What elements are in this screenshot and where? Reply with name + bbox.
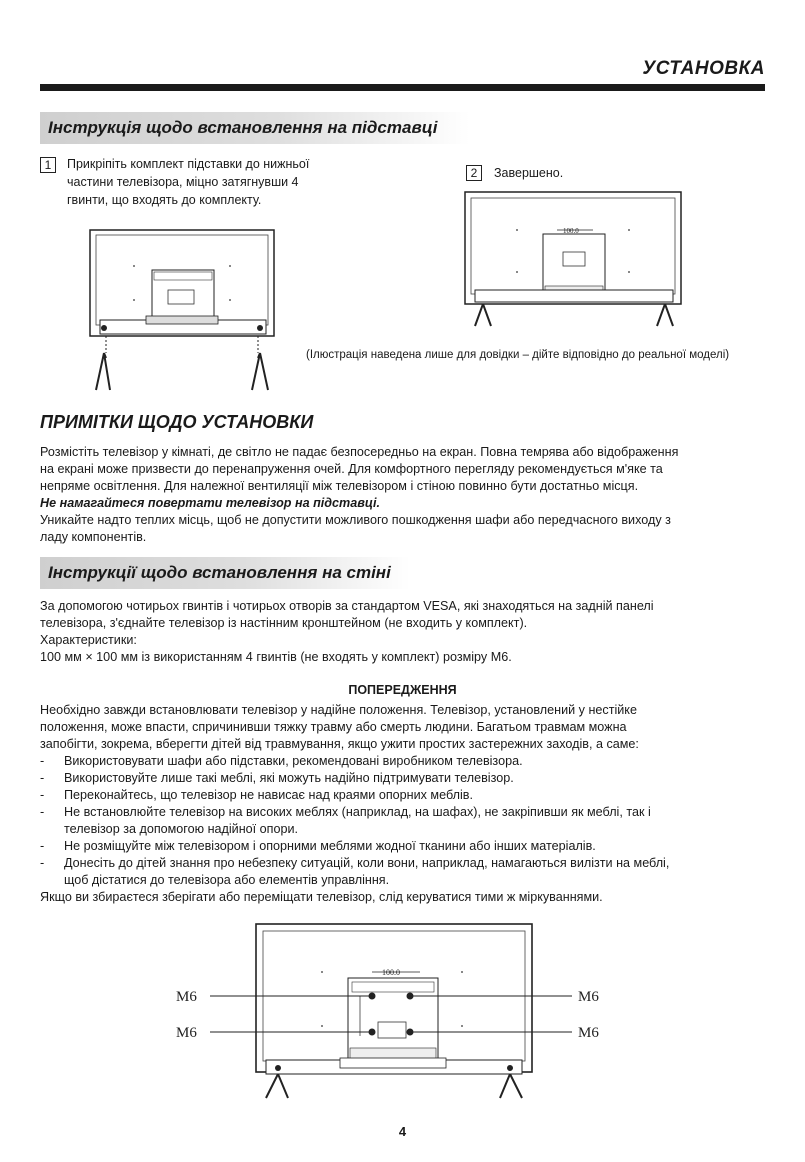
- step-2-text: Завершено.: [494, 166, 564, 180]
- list-item: [40, 804, 765, 838]
- wall-line: Характеристики:: [40, 633, 137, 647]
- list-item-line: щоб дістатися до телевізора або елементів управління.: [64, 873, 390, 887]
- warning-line: положення, може впасти, спричинивши тяжку травму або смерть людини. Багатьом травмам можна: [40, 720, 627, 734]
- notes-line: на екрані може призвести до перенапруження очей. Для комфортного перегляду рекомендується м'яке та: [40, 462, 663, 476]
- notes-paragraph: [40, 444, 765, 546]
- warning-line: запобігти, зокрема, вберегти дітей від травмування, якщо ужити простих застережних заходів, а саме:: [40, 737, 639, 751]
- vesa-mount-diagram: [170, 922, 640, 1102]
- list-item-line: - Використовувати шафи або підставки, рекомендовані виробником телевізора.: [64, 754, 523, 768]
- wall-line: За допомогою чотирьох гвинтів і чотирьох отворів за стандартом VESA, які знаходяться на задній панелі: [40, 599, 654, 613]
- list-item: [40, 787, 765, 804]
- dim-label-horizontal: 100.0: [563, 227, 579, 235]
- page-title: УСТАНОВКА: [642, 58, 765, 79]
- step-1-text: [67, 155, 357, 209]
- stand-section-heading: [40, 112, 470, 144]
- step-2-number: 2: [466, 165, 482, 181]
- tv-stand-assembly-illustration: [88, 228, 278, 398]
- notes-line: непряме освітлення. Для належної вентиляції між телевізором і стіною повинно бути достатньо місця.: [40, 479, 639, 493]
- wall-line: телевізора, з'єднайте телевізор із настінним кронштейном (не входить у комплект).: [40, 616, 528, 630]
- warning-line: Необхідно завжди встановлювати телевізор у надійне положення. Телевізор, установлений у нестійке: [40, 703, 637, 717]
- list-item: [40, 770, 765, 787]
- step-1-line: Прикріпіть комплект підставки до нижньої: [67, 157, 310, 171]
- step-1-line: частини телевізора, міцно затягнувши 4: [67, 175, 299, 189]
- step-1-line: гвинти, що входять до комплекту.: [67, 193, 262, 207]
- wall-line: 100 мм × 100 мм із використанням 4 гвинтів (не входять у комплект) розміру М6.: [40, 650, 512, 664]
- page-number: 4: [398, 1124, 407, 1139]
- wall-section-title: Інструкції щодо встановлення на стіні: [48, 563, 391, 582]
- notes-line: Розмістіть телевізор у кімнаті, де світло не падає безпосередньо на екран. Повна темрява або відображення: [40, 445, 679, 459]
- notes-line: ладу компонентів.: [40, 530, 147, 544]
- list-item: [40, 855, 765, 889]
- warning-paragraph: [40, 702, 765, 753]
- list-item: [40, 838, 765, 855]
- warning-closing: Якщо ви збираєтеся зберігати або переміщати телевізор, слід керуватися тими ж міркуваннями.: [40, 890, 603, 904]
- screw-label-bottom-left: M6: [176, 1025, 197, 1041]
- list-item-line: - Переконайтесь, що телевізор не нависає над краями опорних меблів.: [64, 788, 473, 802]
- wall-paragraph: [40, 598, 765, 666]
- notes-warning-line: Не намагайтеся повертати телевізор на підставці.: [40, 496, 381, 510]
- list-item-line: - Не розміщуйте між телевізором і опорними меблями жодної тканини або інших матеріалів.: [64, 839, 596, 853]
- list-item-line: - Не встановлюйте телевізор на високих меблях (наприклад, на шафах), не закріпивши як меблі, так і: [64, 805, 651, 819]
- warning-heading: ПОПЕРЕДЖЕННЯ: [348, 683, 457, 697]
- illustration-caption: (Ілюстрація наведена лише для довідки – дійте відповідно до реальної моделі): [306, 349, 730, 361]
- stand-section-title: Інструкція щодо встановлення на підставці: [48, 118, 438, 137]
- notes-line: Уникайте надто теплих місць, щоб не допустити можливого пошкодження шафи або передчасного виходу з: [40, 513, 671, 527]
- dim-label-horizontal: 100.0: [382, 968, 400, 977]
- screw-label-bottom-right: M6: [578, 1025, 599, 1041]
- list-item-line: телевізор за допомогою надійної опори.: [64, 822, 299, 836]
- notes-heading: ПРИМІТКИ ЩОДО УСТАНОВКИ: [40, 412, 314, 432]
- screw-label-top-left: M6: [176, 989, 197, 1005]
- step-1-number: 1: [40, 157, 56, 173]
- warning-list: [40, 753, 765, 889]
- list-item-line: - Донесіть до дітей знання про небезпеку ситуацій, коли вони, наприклад, намагаються вилізти на меблі,: [64, 856, 670, 870]
- list-item: [40, 753, 765, 770]
- wall-section-heading: [40, 557, 410, 589]
- header-rule: [40, 84, 765, 91]
- screw-label-top-right: M6: [578, 989, 599, 1005]
- list-item-line: - Використовуйте лише такі меблі, які можуть надійно підтримувати телевізор.: [64, 771, 514, 785]
- tv-completed-illustration: [463, 190, 685, 332]
